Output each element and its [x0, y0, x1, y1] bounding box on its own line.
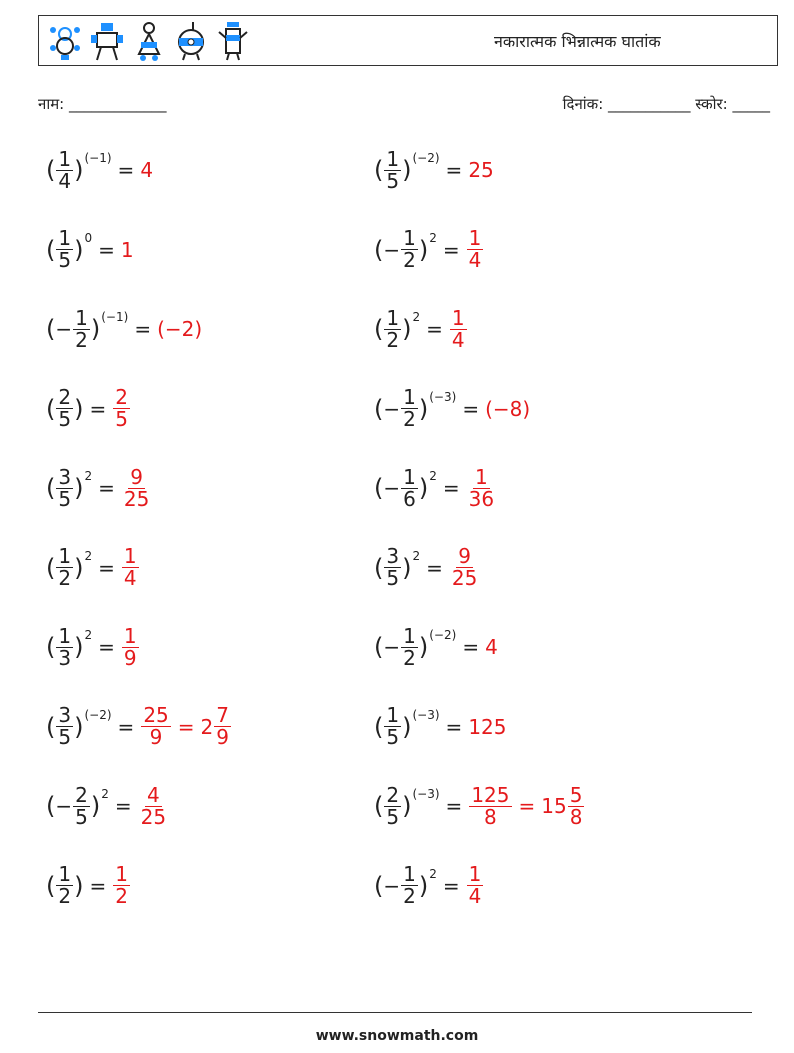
base-fraction [56, 387, 73, 430]
answer-fraction-numerator: 1 [451, 305, 465, 330]
exponent: 2 [429, 469, 437, 483]
base-fraction-denominator: 4 [58, 168, 72, 193]
answer-improper-fraction [141, 705, 170, 748]
answer [485, 397, 530, 421]
base-fraction-denominator: 5 [386, 566, 400, 590]
close-paren: ) [418, 474, 429, 502]
open-paren: ( [374, 156, 384, 184]
base-fraction [56, 623, 73, 670]
exponent: 2 [84, 548, 93, 563]
answer-fraction-numerator: 9 [458, 544, 471, 568]
worksheet-title: नकारात्मक भिन्नात्मक घातांक [494, 32, 661, 51]
answer-fraction-denominator: 4 [123, 566, 137, 590]
answer [121, 623, 140, 670]
answer [449, 305, 468, 352]
exponent: (−2) [429, 628, 457, 642]
base-fraction-denominator: 5 [58, 725, 72, 749]
open-paren: ( [374, 871, 384, 900]
equals-sign: = [442, 237, 460, 262]
close-paren: ) [74, 156, 84, 184]
open-paren: ( [46, 315, 56, 343]
date-score-field: दिनांक: ___________ स्कोर: _____ [562, 95, 770, 113]
equals-sign: = [445, 714, 463, 739]
base-fraction-numerator: 3 [58, 703, 72, 727]
robot-icon-4 [173, 20, 209, 62]
answer [466, 864, 485, 907]
answer-improper-fraction-numerator: 25 [143, 703, 169, 727]
problem-9 [46, 458, 152, 518]
answer-fraction-denominator: 9 [123, 645, 137, 670]
exponent: (−3) [412, 787, 440, 801]
equals-sign: = [89, 873, 107, 898]
base-fraction-numerator: 1 [58, 862, 72, 886]
base-fraction-denominator: 5 [386, 168, 400, 193]
base-fraction [73, 782, 90, 829]
base-fraction-denominator: 5 [75, 804, 88, 829]
answer [121, 238, 134, 262]
equals-sign: = [98, 555, 115, 580]
answer-fraction-numerator: 1 [115, 862, 128, 886]
base-fraction-denominator: 2 [403, 248, 416, 272]
answer-proper-fraction-denominator: 8 [569, 804, 583, 829]
close-paren: ) [74, 235, 84, 264]
answer-fraction-numerator: 1 [123, 623, 137, 648]
problem-2 [374, 140, 494, 200]
base-fraction-numerator: 1 [386, 305, 400, 330]
answer [121, 464, 152, 511]
answer-proper-fraction [214, 705, 231, 748]
base-fraction [56, 464, 73, 511]
problem-3 [46, 220, 134, 280]
close-paren: ) [402, 553, 412, 582]
base-fraction-numerator: 2 [386, 782, 400, 807]
answer-value: (−8) [485, 396, 531, 421]
answer-fraction [122, 546, 139, 589]
base-fraction-numerator: 1 [403, 464, 416, 489]
answer-fraction [467, 864, 484, 907]
close-paren: ) [90, 315, 101, 343]
base-fraction-numerator: 2 [75, 782, 88, 807]
equals-sign: = [442, 476, 460, 500]
answer [468, 715, 506, 739]
exponent: 2 [429, 866, 437, 881]
answer [112, 864, 131, 907]
answer-fraction-denominator: 2 [115, 884, 128, 908]
open-paren: ( [46, 712, 56, 741]
answer-whole: 15 [541, 794, 567, 818]
base-fraction-denominator: 2 [58, 566, 72, 590]
equals-sign: = [117, 158, 135, 182]
answer [468, 782, 585, 829]
answer-fraction-numerator: 9 [130, 464, 143, 489]
close-paren: ) [90, 792, 101, 820]
answer-fraction [122, 623, 139, 670]
problem-1 [46, 140, 153, 200]
answer-fraction-denominator: 4 [468, 248, 482, 272]
open-paren: ( [374, 474, 384, 502]
exponent: 0 [84, 230, 93, 245]
open-paren: ( [374, 712, 384, 741]
answer-fraction-numerator: 1 [468, 226, 482, 250]
close-paren: ) [402, 156, 412, 184]
answer-fraction-denominator: 25 [123, 486, 150, 511]
base-fraction [401, 623, 418, 670]
answer [121, 546, 140, 589]
base-fraction-numerator: 3 [58, 464, 72, 489]
problem-4 [374, 220, 484, 280]
base-fraction [384, 146, 401, 193]
close-paren: ) [418, 633, 429, 661]
answer-proper-fraction [568, 782, 585, 829]
problem-18 [374, 776, 585, 836]
problem-19 [46, 856, 131, 916]
equals-sign: = [462, 396, 480, 421]
robot-icon-3 [131, 20, 167, 62]
base-fraction [401, 387, 418, 430]
robot-icon-2 [89, 20, 125, 62]
answer-fraction-denominator: 4 [468, 884, 482, 908]
answer [138, 782, 169, 829]
close-paren: ) [402, 792, 412, 820]
exponent: (−2) [84, 707, 112, 722]
close-paren: ) [74, 712, 84, 741]
equals-sign: = [445, 158, 463, 182]
answer-improper-fraction-denominator: 8 [484, 804, 497, 829]
footer-website: www.snowmath.com [315, 1028, 479, 1044]
negative-sign: − [383, 635, 401, 659]
base-fraction-numerator: 1 [403, 226, 416, 250]
base-fraction-denominator: 3 [58, 645, 72, 670]
base-fraction [384, 705, 401, 748]
answer-proper-fraction-numerator: 5 [569, 782, 583, 807]
open-paren: ( [46, 553, 56, 582]
base-fraction-numerator: 1 [386, 703, 400, 727]
answer-fraction [467, 464, 496, 511]
close-paren: ) [402, 712, 412, 741]
exponent: 2 [84, 469, 93, 483]
open-paren: ( [46, 633, 56, 661]
base-fraction-numerator: 3 [386, 544, 400, 568]
negative-sign: − [383, 873, 401, 898]
equals-sign: = [114, 794, 132, 818]
answer-improper-fraction-numerator: 125 [471, 782, 510, 807]
exponent: 2 [412, 548, 421, 563]
answer-value: 4 [140, 158, 154, 182]
base-fraction-denominator: 5 [58, 248, 72, 272]
answer-fraction-denominator: 4 [451, 327, 465, 352]
open-paren: ( [46, 156, 56, 184]
close-paren: ) [418, 871, 429, 900]
exponent: (−1) [84, 151, 112, 165]
base-fraction-numerator: 1 [58, 226, 72, 250]
equals-sign: = [98, 237, 115, 262]
answer-fraction [450, 546, 479, 589]
answer-value: 1 [120, 237, 134, 262]
problem-11 [46, 538, 140, 598]
answer [485, 635, 498, 659]
close-paren: ) [74, 633, 84, 661]
answer-fraction [467, 228, 484, 271]
exponent: 2 [101, 787, 109, 801]
problem-14 [374, 617, 498, 677]
answer-proper-fraction-denominator: 9 [216, 725, 229, 749]
base-fraction-numerator: 2 [58, 385, 72, 409]
base-fraction-numerator: 1 [403, 623, 416, 648]
answer-fraction-denominator: 36 [468, 486, 495, 511]
close-paren: ) [418, 394, 429, 423]
open-paren: ( [374, 792, 384, 820]
base-fraction-denominator: 2 [403, 645, 416, 670]
equals-sign: = [426, 317, 443, 341]
equals-sign: = [117, 714, 135, 739]
answer [466, 464, 497, 511]
base-fraction [401, 228, 418, 271]
name-field: नाम: _____________ [38, 95, 167, 113]
exponent: (−1) [101, 310, 129, 324]
negative-sign: − [383, 476, 401, 500]
base-fraction-denominator: 5 [386, 804, 400, 829]
problem-13 [46, 617, 140, 677]
answer-fraction [113, 387, 130, 430]
base-fraction [56, 546, 73, 589]
exponent: 2 [84, 628, 93, 642]
answer-equals: = [177, 714, 195, 739]
base-fraction-numerator: 1 [75, 305, 88, 330]
answer-fraction-numerator: 1 [475, 464, 488, 489]
open-paren: ( [374, 235, 384, 264]
answer-fraction-denominator: 25 [451, 566, 478, 590]
open-paren: ( [46, 871, 56, 900]
base-fraction-denominator: 2 [58, 884, 72, 908]
base-fraction-denominator: 2 [75, 327, 88, 352]
close-paren: ) [74, 871, 84, 900]
negative-sign: − [383, 237, 401, 262]
answer-value: 125 [468, 714, 507, 739]
base-fraction-denominator: 5 [386, 725, 400, 749]
problem-12 [374, 538, 480, 598]
answer [468, 158, 493, 182]
robot-icon-1 [47, 20, 83, 62]
exponent: (−3) [412, 707, 440, 722]
base-fraction-denominator: 2 [403, 407, 416, 431]
close-paren: ) [74, 474, 84, 502]
base-fraction [56, 864, 73, 907]
answer-fraction-denominator: 5 [115, 407, 128, 431]
base-fraction [73, 305, 90, 352]
problem-6 [374, 299, 468, 359]
open-paren: ( [46, 235, 56, 264]
answer-fraction-denominator: 25 [140, 804, 167, 829]
open-paren: ( [374, 394, 384, 423]
problem-15 [46, 697, 232, 757]
base-fraction [56, 146, 73, 193]
exponent: (−3) [429, 389, 457, 404]
answer-improper-fraction [469, 782, 511, 829]
problem-10 [374, 458, 497, 518]
base-fraction-numerator: 1 [58, 623, 72, 648]
base-fraction-denominator: 2 [386, 327, 400, 352]
header-box [38, 15, 778, 66]
problem-20 [374, 856, 484, 916]
problem-17 [46, 776, 169, 836]
answer-whole: 2 [200, 714, 214, 739]
answer-fraction-numerator: 2 [115, 385, 128, 409]
open-paren: ( [374, 553, 384, 582]
exponent: 2 [412, 310, 421, 324]
base-fraction [56, 228, 73, 271]
answer-improper-fraction-denominator: 9 [149, 725, 163, 749]
base-fraction [401, 864, 418, 907]
negative-sign: − [383, 396, 401, 421]
open-paren: ( [374, 315, 384, 343]
base-fraction-numerator: 1 [403, 385, 416, 409]
exponent: 2 [429, 230, 437, 245]
equals-sign: = [442, 873, 460, 898]
base-fraction [401, 464, 418, 511]
exponent: (−2) [412, 151, 440, 165]
equals-sign: = [98, 476, 115, 500]
negative-sign: − [55, 317, 73, 341]
robot-icons [47, 20, 251, 62]
equals-sign: = [89, 396, 107, 421]
base-fraction [384, 546, 401, 589]
answer [157, 317, 202, 341]
base-fraction-numerator: 1 [403, 862, 416, 886]
problem-8 [374, 379, 530, 439]
answer [466, 228, 485, 271]
equals-sign: = [98, 635, 115, 659]
equals-sign: = [445, 794, 463, 818]
answer-equals: = [518, 794, 536, 818]
open-paren: ( [46, 474, 56, 502]
base-fraction-denominator: 5 [58, 486, 72, 511]
open-paren: ( [374, 633, 384, 661]
base-fraction-numerator: 1 [386, 146, 400, 171]
negative-sign: − [55, 794, 73, 818]
base-fraction-denominator: 6 [403, 486, 416, 511]
open-paren: ( [46, 394, 56, 423]
equals-sign: = [426, 555, 443, 580]
close-paren: ) [418, 235, 429, 264]
problem-7 [46, 379, 131, 439]
answer [112, 387, 131, 430]
base-fraction-denominator: 2 [403, 884, 416, 908]
base-fraction [56, 705, 73, 748]
base-fraction-denominator: 5 [58, 407, 72, 431]
problem-5 [46, 299, 202, 359]
base-fraction-numerator: 1 [58, 146, 72, 171]
answer-fraction-numerator: 4 [147, 782, 160, 807]
footer-divider [38, 1012, 752, 1013]
answer-fraction [122, 464, 151, 511]
equals-sign: = [462, 635, 480, 659]
base-fraction [384, 305, 401, 352]
base-fraction [384, 782, 401, 829]
answer-fraction [113, 864, 130, 907]
robot-icon-5 [215, 20, 251, 62]
open-paren: ( [46, 792, 56, 820]
close-paren: ) [74, 553, 84, 582]
problem-16 [374, 697, 507, 757]
answer [140, 158, 153, 182]
answer-fraction [450, 305, 467, 352]
answer [449, 546, 480, 589]
answer-proper-fraction-numerator: 7 [216, 703, 229, 727]
equals-sign: = [134, 317, 152, 341]
answer-fraction [139, 782, 168, 829]
answer-value: 4 [485, 635, 498, 659]
answer-value: 25 [468, 158, 494, 182]
base-fraction-numerator: 1 [58, 544, 72, 568]
close-paren: ) [74, 394, 84, 423]
close-paren: ) [402, 315, 412, 343]
answer-value: (−2) [157, 317, 203, 341]
answer-fraction-numerator: 1 [123, 544, 137, 568]
answer-fraction-numerator: 1 [468, 862, 482, 886]
answer [140, 705, 232, 748]
